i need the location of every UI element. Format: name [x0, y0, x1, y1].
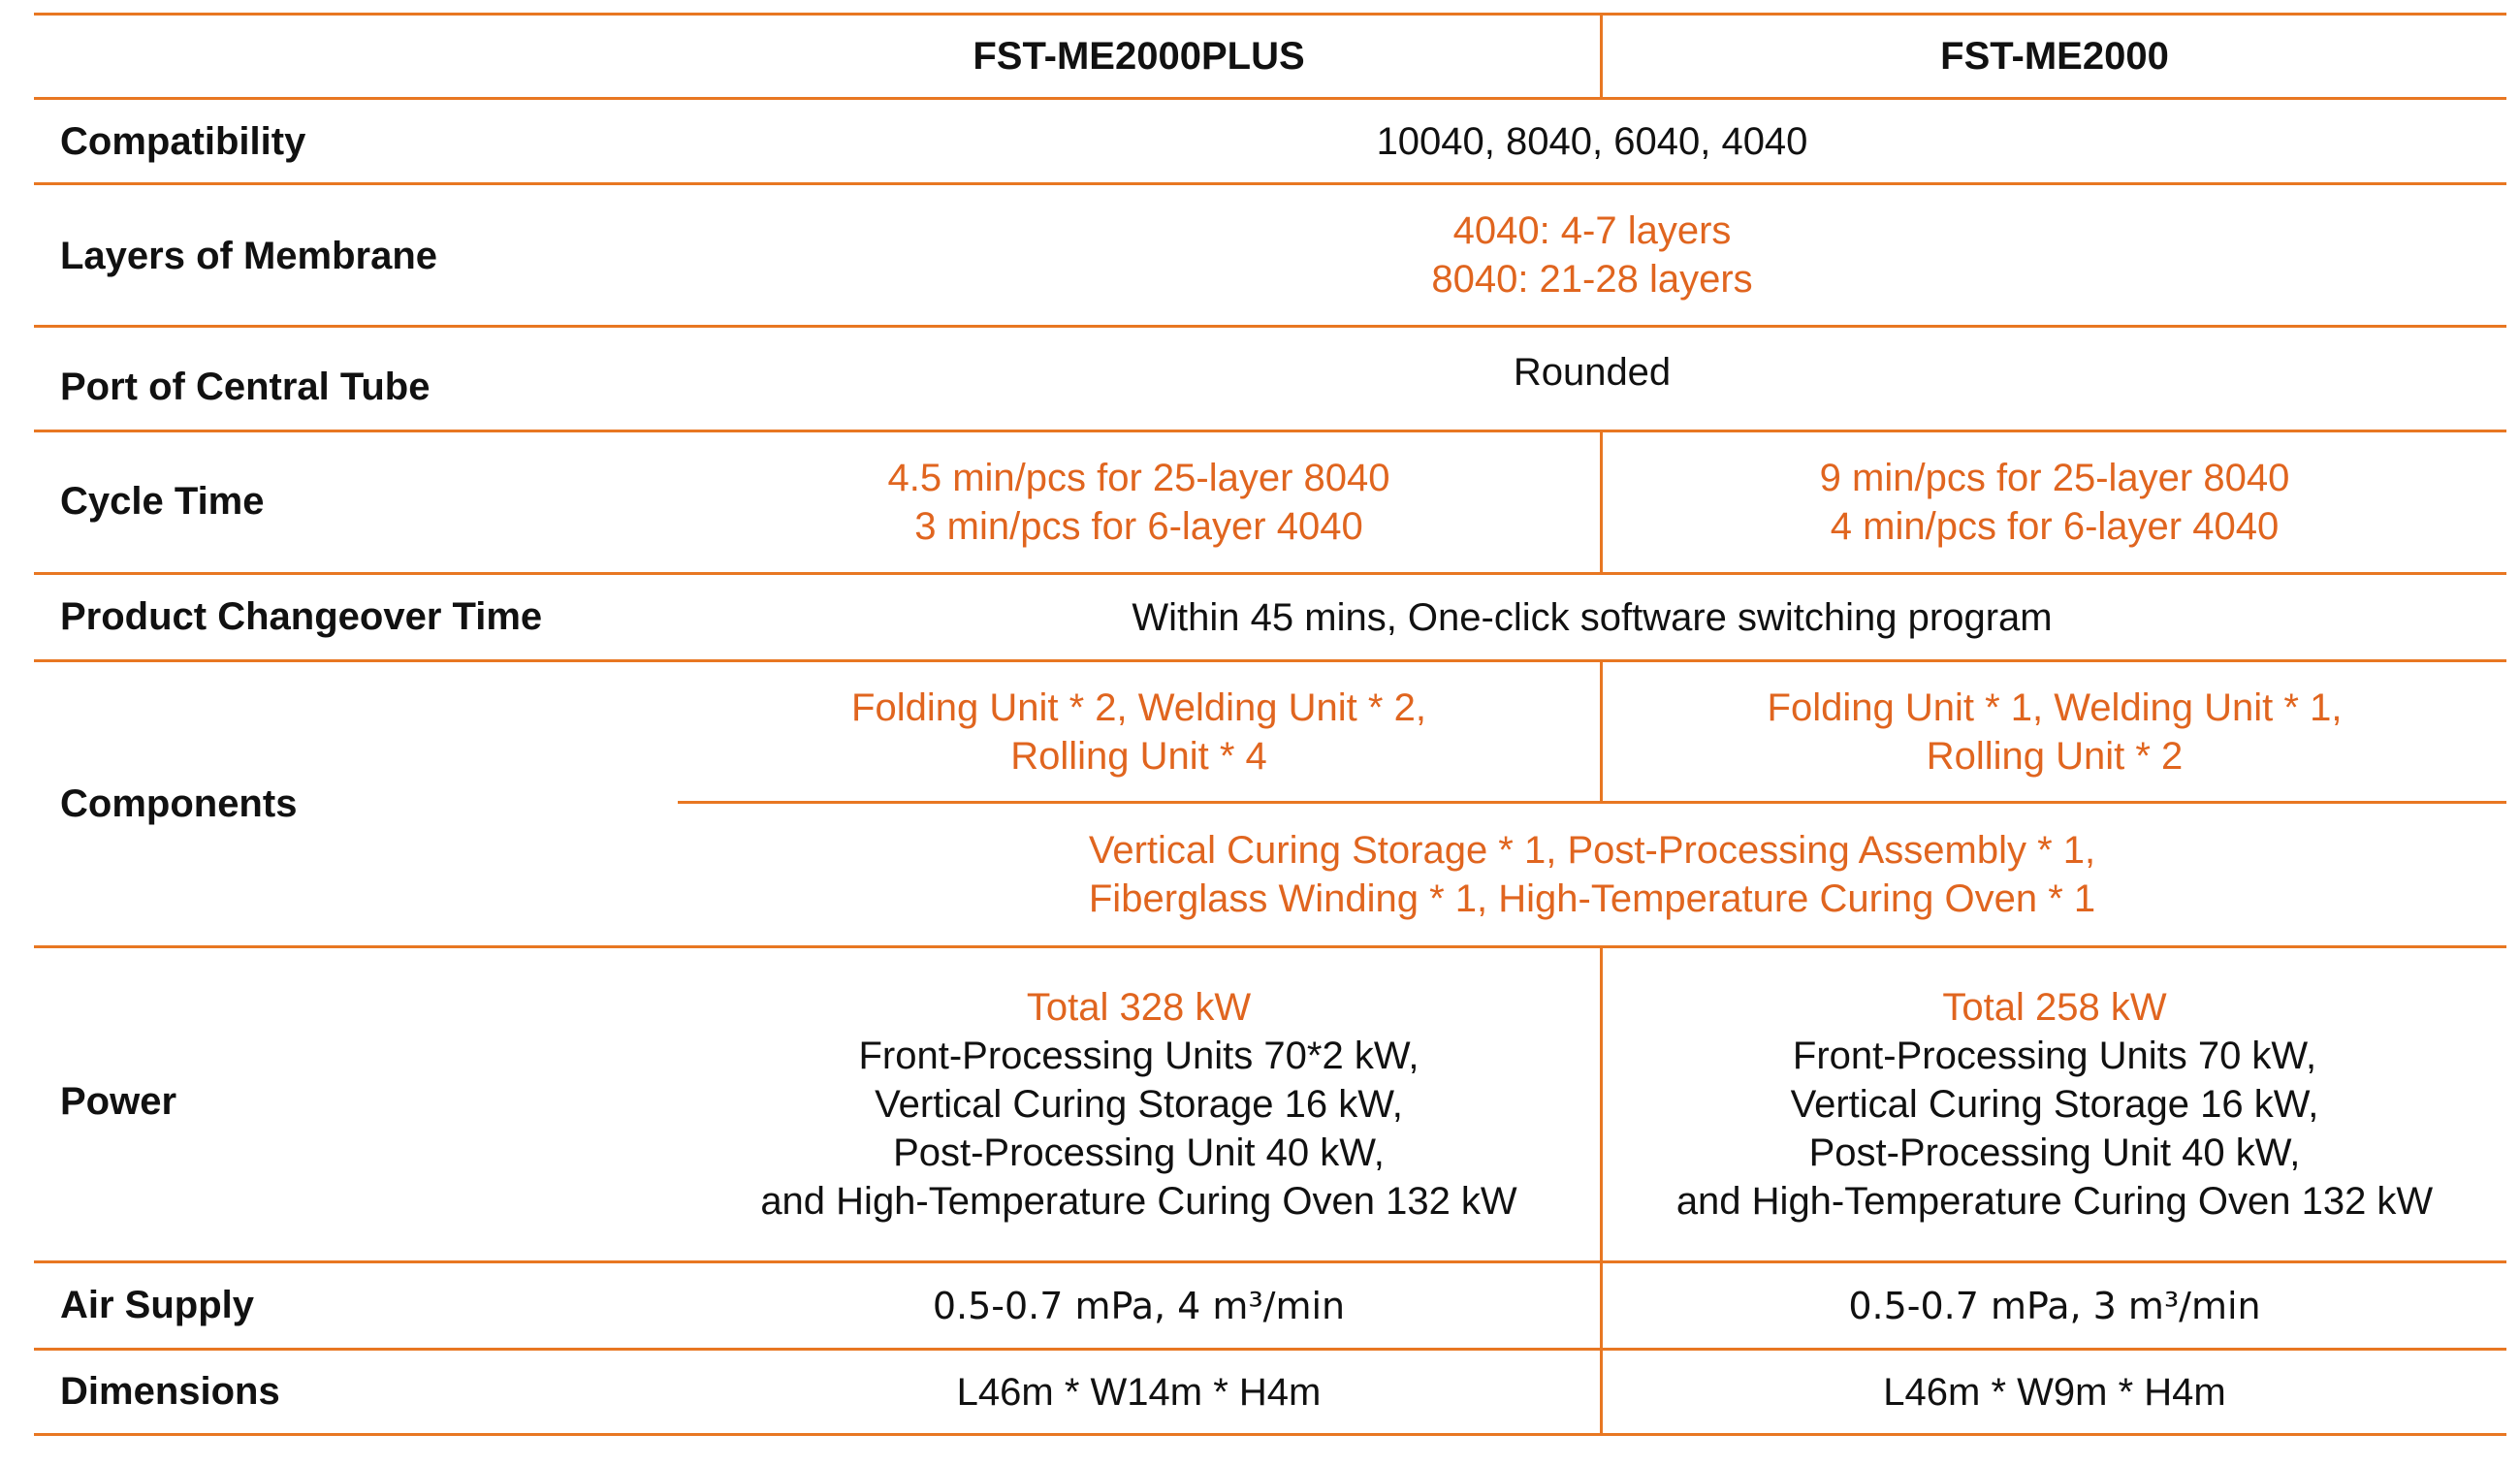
dimensions-standard: L46m * W9m * H4m — [1883, 1370, 2226, 1414]
layers-value — [678, 185, 2506, 325]
row-label-layers: Layers of Membrane — [60, 235, 438, 277]
power-standard — [1603, 948, 2506, 1260]
layers-line: 8040: 21-28 layers — [1431, 258, 1753, 301]
components-shared — [678, 804, 2506, 945]
air-supply-standard: 0.5-0.7 mPa, 3 m³/min — [1848, 1284, 2261, 1327]
power-line: and High-Temperature Curing Oven 132 kW — [1675, 1180, 2434, 1223]
row-label-components: Components — [60, 782, 298, 825]
cycle-time-line: 4 min/pcs for 6-layer 4040 — [1830, 505, 2280, 548]
cycle-time-line: 9 min/pcs for 25-layer 8040 — [1819, 457, 2290, 499]
dimensions-plus: L46m * W14m * H4m — [956, 1370, 1322, 1414]
components-line: Folding Unit * 1, Welding Unit * 1, — [1767, 685, 2343, 729]
power-line: Vertical Curing Storage 16 kW, — [1790, 1083, 2319, 1126]
components-line: Folding Unit * 2, Welding Unit * 2, — [851, 685, 1426, 729]
row-label-air-supply: Air Supply — [60, 1284, 255, 1326]
changeover-value: Within 45 mins, One-click software switching program — [1132, 595, 2053, 639]
components-line: Vertical Curing Storage * 1, Post-Processing Assembly * 1, — [1088, 829, 2096, 872]
air-supply-plus: 0.5-0.7 mPa, 4 m³/min — [932, 1284, 1346, 1327]
spec-comparison-table — [34, 0, 2506, 1466]
row-divider — [34, 1433, 2506, 1436]
power-plus — [678, 948, 1600, 1260]
row-label-power: Power — [60, 1080, 177, 1123]
column-header-plus: FST-ME2000PLUS — [973, 35, 1305, 78]
components-line: Rolling Unit * 2 — [1926, 734, 2184, 778]
power-line: Post-Processing Unit 40 kW, — [893, 1131, 1385, 1174]
row-label-compatibility: Compatibility — [60, 120, 306, 163]
cycle-time-line: 4.5 min/pcs for 25-layer 8040 — [887, 457, 1390, 499]
power-line: Front-Processing Units 70*2 kW, — [858, 1035, 1419, 1077]
column-header-standard: FST-ME2000 — [1940, 35, 2169, 78]
power-total: Total 258 kW — [1942, 986, 2167, 1029]
compatibility-value: 10040, 8040, 6040, 4040 — [1376, 119, 1808, 163]
power-line: Post-Processing Unit 40 kW, — [1808, 1131, 2301, 1174]
row-label-changeover: Product Changeover Time — [60, 595, 543, 638]
components-line: Fiberglass Winding * 1, High-Temperature Curing Oven * 1 — [1088, 877, 2096, 920]
power-line: Front-Processing Units 70 kW, — [1792, 1035, 2317, 1077]
cycle-time-plus — [678, 432, 1600, 572]
power-line: and High-Temperature Curing Oven 132 kW — [760, 1180, 1517, 1223]
cycle-time-line: 3 min/pcs for 6-layer 4040 — [914, 505, 1363, 548]
components-line: Rolling Unit * 4 — [1010, 734, 1267, 778]
port-value: Rounded — [1513, 350, 1672, 394]
layers-line: 4040: 4-7 layers — [1452, 209, 1732, 252]
components-plus — [678, 662, 1600, 801]
power-total: Total 328 kW — [1026, 986, 1252, 1029]
components-standard — [1603, 662, 2506, 801]
row-label-cycle-time: Cycle Time — [60, 480, 265, 523]
power-line: Vertical Curing Storage 16 kW, — [875, 1083, 1403, 1126]
row-label-port: Port of Central Tube — [60, 366, 431, 408]
row-label-dimensions: Dimensions — [60, 1370, 280, 1413]
cycle-time-standard — [1603, 432, 2506, 572]
